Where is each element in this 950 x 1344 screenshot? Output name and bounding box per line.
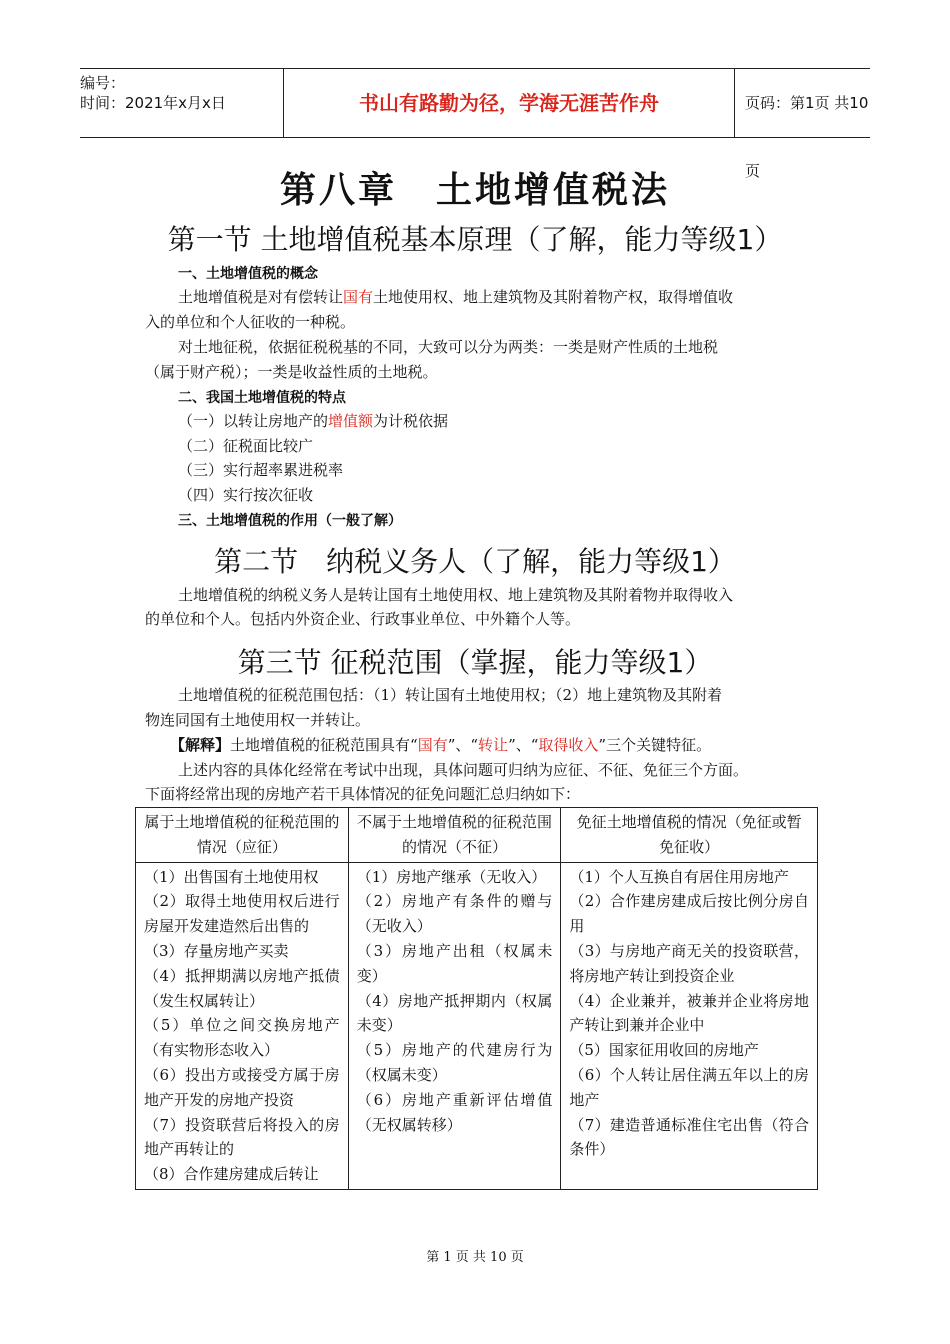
explain-label: 【解释】 [170,736,231,754]
list-item: （6）投出方或接受方属于房地产开发的房地产投资 [144,1065,340,1109]
s1-paragraph-2-line2: （属于财产税）；一类是收益性质的土地税。 [145,363,438,381]
table-header-row [136,808,818,863]
time-label: 时间：2021年x月x日 [80,94,226,112]
chapter-title: 第八章 土地增值税法 [279,170,670,211]
table-header-cell: 不属于土地增值税的征税范围的情况（不征） [348,808,561,863]
list-item: （3）房地产出租（权属未变） [356,941,553,985]
text-run: （一）以转让房地产的 [178,412,329,430]
list-item: （1）出售国有土地使用权 [144,867,319,886]
text-run: ”、“ [508,736,539,754]
tax-scope-table [135,807,818,1190]
text-run: ”三个关键特征。 [598,736,712,754]
section-2-title: 第二节 纳税义务人（了解，能力等级1） [214,545,736,578]
header-left-cell [80,69,283,137]
s3-explain [170,733,711,758]
list-item: （5）房地产的代建房行为（权属未变） [356,1041,553,1084]
text-run: 土地增值税是对有偿转让 [178,288,344,306]
header-bar [80,68,870,180]
text-run: 为计税依据 [373,412,449,430]
list-item: （7）建造普通标准住宅出售（符合条件） [569,1115,809,1159]
col-exempt [561,862,818,1189]
list-item: （4）抵押期满以房地产抵债（发生权属转让） [144,966,340,1010]
list-item: （8）合作建房建成后转让 [144,1165,319,1184]
page-info: 页码：第1页 共10页 [745,94,869,180]
highlight-text: 国有 [343,288,374,306]
col-taxable [136,862,349,1189]
motto: 书山有路勤为径，学海无涯苦作舟 [283,69,735,137]
list-item: （2）合作建房建成后按比例分房自用 [569,892,809,936]
s1-item-1 [178,409,448,434]
list-item: （5）单位之间交换房地产（有实物形态收入） [144,1016,340,1060]
list-item: （2）房地产有条件的赠与（无收入） [356,892,553,936]
s3-paragraph-1-line1: 土地增值税的征税范围包括：（1）转让国有土地使用权；（2）地上建筑物及其附着 [178,686,723,704]
list-item: （7）投资联营后将投入的房地产再转让的 [144,1115,340,1159]
list-item: （6）个人转让居住满五年以上的房地产 [569,1065,809,1109]
s1-heading-2: 二、我国土地增值税的特点 [178,390,346,406]
list-item: （1）个人互换自有居住用房地产 [569,867,789,886]
s1-paragraph-2-line1: 对土地征税，依据征税税基的不同，大致可以分为两类：一类是财产性质的土地税 [178,338,719,356]
list-item: （5）国家征用收回的房地产 [569,1041,759,1060]
highlight-text: 增值额 [328,412,374,430]
s1-item-2: （二）征税面比较广 [178,437,314,455]
s3-paragraph-3-line2: 下面将经常出现的房地产若干具体情况的征免问题汇总归纳如下： [145,785,581,803]
text-run: 土地使用权、地上建筑物及其附着物产权，取得增值收 [373,288,734,306]
highlight-text: 转让 [478,736,509,754]
s1-paragraph-1-line1 [178,285,733,310]
s2-paragraph-line2: 的单位和个人。包括内外资企业、行政事业单位、中外籍个人等。 [145,610,581,628]
s1-heading-3: 三、土地增值税的作用（一般了解） [178,513,402,529]
list-item: （3）存量房地产买卖 [144,941,289,960]
s2-paragraph-line1: 土地增值税的纳税义务人是转让国有土地使用权、地上建筑物及其附着物并取得收入 [178,586,734,604]
list-item: （4）企业兼并，被兼并企业将房地产转让到兼并企业中 [569,991,809,1035]
s1-heading-1: 一、土地增值税的概念 [178,266,318,282]
section-3-title: 第三节 征税范围（掌握，能力等级1） [237,646,713,679]
s3-paragraph-3-line1: 上述内容的具体化经常在考试中出现，具体问题可归纳为应征、不征、免征三个方面。 [178,761,749,779]
text-run: 土地增值税的征税范围具有“ [230,736,418,754]
s3-paragraph-1-line2: 物连同国有土地使用权一并转让。 [145,711,371,729]
highlight-text: 国有 [417,736,448,754]
table-header-cell: 属于土地增值税的征税范围的情况（应征） [136,808,349,863]
list-item: （6）房地产重新评估增值（无权属转移） [356,1090,553,1134]
page-footer: 第 1 页 共 10 页 [426,1250,524,1265]
list-item: （2）取得土地使用权后进行房屋开发建造然后出售的 [144,892,340,936]
s1-item-3: （三）实行超率累进税率 [178,461,344,479]
text-run: ”、“ [447,736,479,754]
highlight-text: 取得收入 [538,736,599,754]
col-not-taxable [348,862,561,1189]
list-item: （1）房地产继承（无收入） [356,867,547,886]
list-item: （3）与房地产商无关的投资联营，将房地产转让到投资企业 [569,941,809,985]
table-row [136,862,818,1189]
s1-paragraph-1-line2: 入的单位和个人征收的一种税。 [145,313,356,331]
s1-item-4: （四）实行按次征收 [178,486,314,504]
section-1-title: 第一节 土地增值税基本原理（了解，能力等级1） [167,223,783,256]
number-label: 编号： [80,74,126,92]
table-header-cell: 免征土地增值税的情况（免征或暂免征收） [561,808,818,863]
list-item: （4）房地产抵押期内（权属未变） [356,991,553,1035]
